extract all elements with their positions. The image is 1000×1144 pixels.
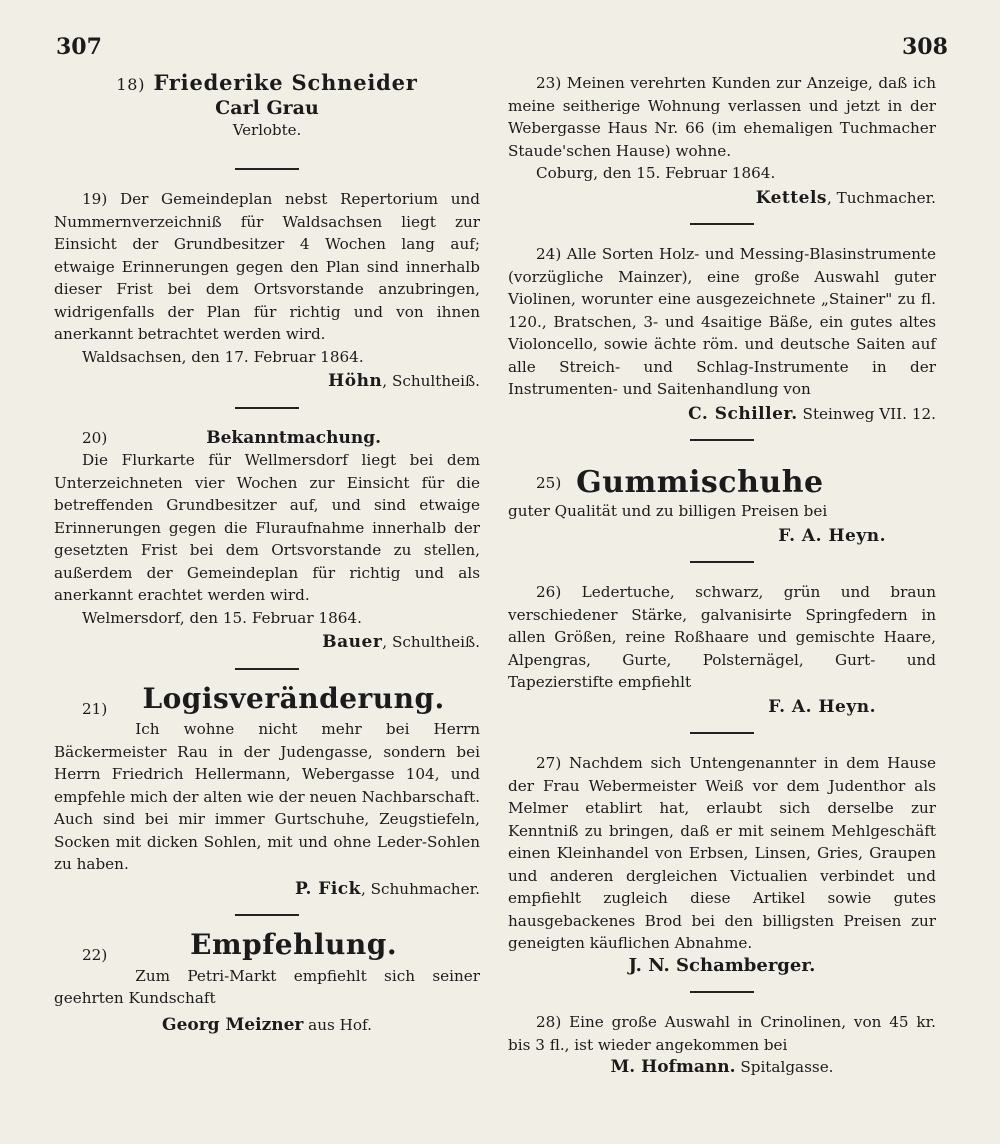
entry-18-heading <box>54 72 480 97</box>
separator <box>690 991 754 993</box>
entry-22-text: Zum Petri-Markt empfiehlt sich seiner geehrten Kundschaft <box>54 966 480 1007</box>
entry-18-number: 18) <box>116 75 146 94</box>
entry-22-number: 22) <box>82 946 108 964</box>
entry-28-sig-name: M. Hofmann. <box>610 1057 736 1078</box>
entry-24-signature <box>508 403 936 426</box>
entry-25-text: guter Qualität und zu billigen Preisen bei <box>508 502 828 521</box>
entry-19-place: Waldsachsen, den 17. Februar 1864. <box>82 347 364 366</box>
entry-20-sig-role: , Schultheiß. <box>382 633 480 651</box>
right-column <box>508 72 936 1079</box>
entry-25-heading <box>508 464 936 500</box>
entry-20-signature <box>54 631 480 654</box>
entry-27 <box>508 752 936 977</box>
entry-24-sig-name: C. Schiller. <box>688 403 798 424</box>
entry-20-sig-name: Bauer <box>322 632 383 652</box>
separator <box>235 168 299 170</box>
page-number-right: 308 <box>902 34 948 60</box>
entry-26 <box>508 581 936 718</box>
entry-23-place: Coburg, den 15. Februar 1864. <box>536 164 776 182</box>
entry-25 <box>508 464 936 547</box>
entry-22 <box>54 928 480 1036</box>
entry-19-sig-name: Höhn <box>328 371 383 391</box>
entry-25-number: 25) <box>536 473 562 492</box>
entry-23-text: 23) Meinen verehrten Kunden zur Anzeige, daß ich meine seitherige Wohnung verlassen und jetzt in der Webergasse Haus Nr. 66 (im ehemaligen Tuchmacher Staude'schen Hause) wohne. <box>508 74 936 160</box>
entry-18-status: Verlobte. <box>232 121 302 139</box>
entry-20 <box>54 427 480 654</box>
separator <box>690 439 754 441</box>
entry-21-text: Ich wohne nicht mehr bei Herrn Bäckermeister Rau in der Judengasse, sondern bei Herrn Friedrich Hellermann, Webergasse 104, und empfehle mich der alten wie der neuen Nachbarschaft. Auch sind bei mir immer Gurtschuhe, Zeugstiefeln, Socken mit dicken Sohlen, mit und ohne Leder-Sohlen zu haben. <box>54 720 480 873</box>
entry-21-sig-role: , Schuhmacher. <box>360 879 480 898</box>
separator <box>690 223 754 225</box>
entry-20-text: Die Flurkarte für Wellmersdorf liegt bei dem Unterzeichneten vier Wochen zur Einsicht für die betreffenden Grundbesitzer auf, und sind etwaige Erinnerungen gegen die Fluraufnahme innerhalb der gesetzten Frist bei dem Ortsvorstande zu stellen, außerdem der Gemeindeplan für richtig und als anerkannt erachtet werden wird. <box>54 451 480 604</box>
entry-24 <box>508 243 936 425</box>
entry-18-name2: Carl Grau <box>215 96 319 119</box>
entry-22-title: Empfehlung. <box>190 928 398 961</box>
entry-25-signature <box>508 525 936 548</box>
entry-21-signature <box>54 878 480 901</box>
entry-21-heading <box>54 681 480 718</box>
left-column <box>54 72 480 1036</box>
entry-26-signature <box>508 696 936 719</box>
entry-21-number: 21) <box>82 699 108 718</box>
entry-28-sig-role: Spitalgasse. <box>735 1058 834 1077</box>
entry-19 <box>54 188 480 393</box>
separator <box>235 407 299 409</box>
page-number-left: 307 <box>56 34 102 60</box>
entry-21-sig-name: P. Fick <box>294 878 361 899</box>
entry-22-sig-role: aus Hof. <box>303 1015 372 1034</box>
entry-25-title: Gummischuhe <box>576 464 824 500</box>
entry-18 <box>54 72 480 154</box>
entry-28-text: 28) Eine große Auswahl in Crinolinen, von 45 kr. bis 3 fl., ist wieder angekommen bei <box>508 1013 936 1054</box>
entry-22-signature <box>54 1014 480 1037</box>
separator <box>235 668 299 670</box>
entry-21 <box>54 681 480 901</box>
entry-26-sig-name: F. A. Heyn. <box>768 696 876 717</box>
entry-20-title: Bekanntmachung. <box>206 427 382 448</box>
entry-19-sig-role: , Schultheiß. <box>382 372 480 390</box>
entry-23-sig-role: , Tuchmacher. <box>826 188 936 207</box>
entry-21-title: Logisveränderung. <box>142 681 445 715</box>
entry-27-signature <box>508 955 936 978</box>
entry-19-signature <box>54 370 480 393</box>
entry-28 <box>508 1011 936 1079</box>
entry-24-text: 24) Alle Sorten Holz- und Messing-Blasinstrumente (vorzügliche Mainzer), eine große Auswahl guter Violinen, worunter eine ausgezeichnete „Stainer" zu fl. 120., Bratschen, 3- und 4saitige Bäße, ein gutes altes Violoncello, sowie ächte röm. und deutsche Saiten auf alle Streich- und Schlag-Instrumente in der Instrumenten- und Saitenhandlung von <box>508 245 936 398</box>
entry-20-place: Welmersdorf, den 15. Februar 1864. <box>82 608 362 627</box>
entry-22-heading <box>54 928 480 964</box>
entry-18-name1: Friederike Schneider <box>153 70 418 95</box>
entry-23 <box>508 72 936 209</box>
entry-22-sig-name: Georg Meizner <box>162 1014 304 1035</box>
entry-27-text: 27) Nachdem sich Untengenannter in dem Hause der Frau Webermeister Weiß vor dem Judenthor als Melmer etablirt hat, erlaubt sich derselbe zur Kenntniß zu bringen, daß er mit seinem Mehlgeschäft einen Kleinhandel von Erbsen, Linsen, Gries, Graupen und anderen dergleichen Victualien verbindet und empfiehlt zugleich diese Artikel sowie gutes hausgebackenes Brod bei den billigsten Preisen zur geneigten käuflichen Abnahme. <box>508 754 936 953</box>
entry-23-signature <box>508 187 936 210</box>
entry-25-sig-name: F. A. Heyn. <box>778 525 886 546</box>
entry-24-sig-role: Steinweg VII. 12. <box>797 404 936 423</box>
separator <box>690 561 754 563</box>
entry-26-text: 26) Ledertuche, schwarz, grün und braun verschiedener Stärke, galvanisirte Springfedern in allen Größen, reine Roßhaare und gemischte Haare, Alpengras, Gurte, Polsternägel, Gurt- und Tapezierstifte empfiehlt <box>508 583 936 692</box>
separator <box>235 914 299 916</box>
entry-20-heading <box>54 427 480 450</box>
separator <box>690 732 754 734</box>
entry-28-signature <box>508 1056 936 1079</box>
entry-19-text: 19) Der Gemeindeplan nebst Repertorium und Nummernverzeichniß für Waldsachsen liegt zur Einsicht der Grundbesitzer 4 Wochen lang auf; etwaige Erinnerungen gegen den Plan sind innerhalb dieser Frist bei dem Ortsvorstande anzubringen, widrigenfalls der Plan für richtig und von ihnen anerkannt betrachtet werden wird. <box>54 190 480 343</box>
entry-27-sig-name: J. N. Schamberger. <box>628 954 816 976</box>
entry-20-number: 20) <box>82 428 108 447</box>
entry-23-sig-name: Kettels <box>755 187 827 208</box>
